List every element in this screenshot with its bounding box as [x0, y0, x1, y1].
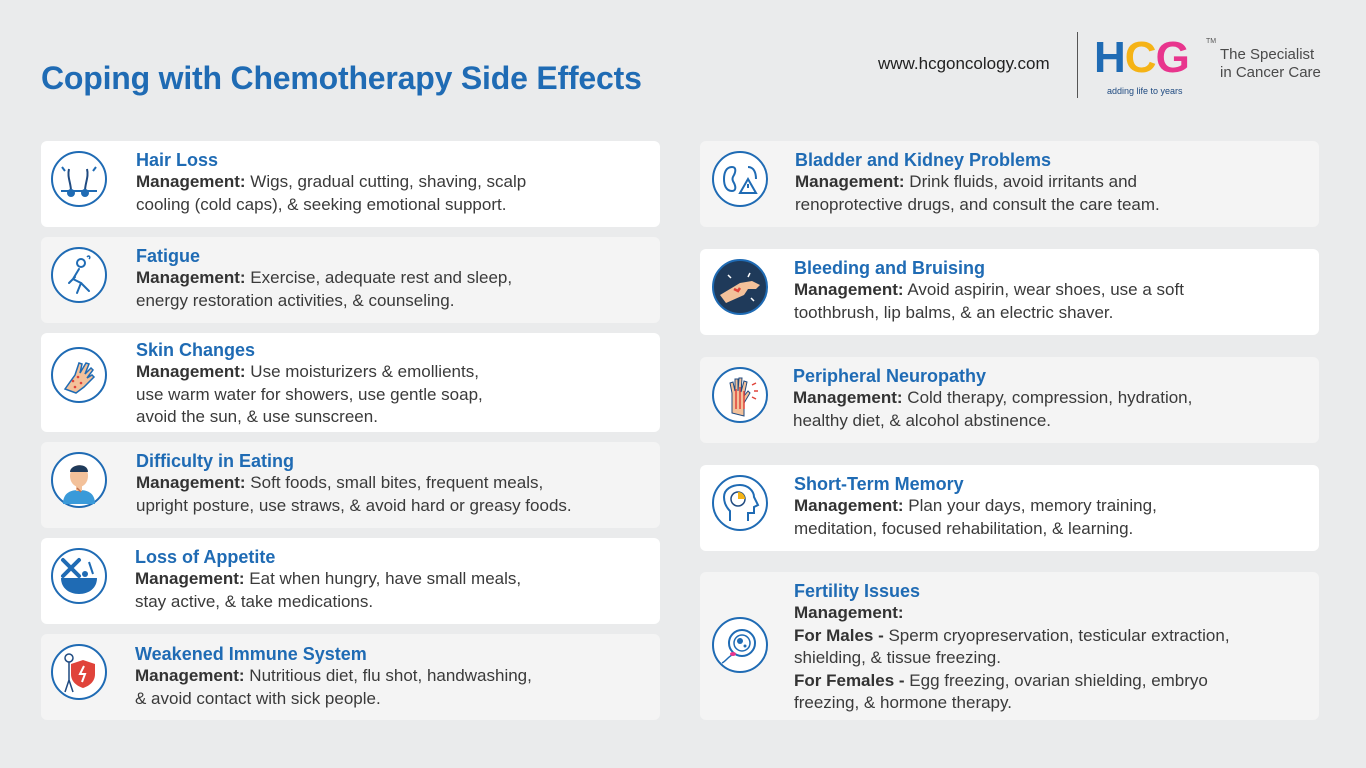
kidney-warning-icon	[712, 151, 768, 207]
logo-letter-c: C	[1124, 33, 1156, 82]
card-title: Bleeding and Bruising	[794, 258, 986, 278]
body-text: Egg freezing, ovarian shielding, embryo	[904, 670, 1208, 690]
website-url[interactable]: www.hcgoncology.com	[878, 54, 1050, 73]
body-text: Drink fluids, avoid irritants and	[904, 172, 1138, 191]
management-label: Management:	[136, 362, 246, 381]
fertility-cell-icon	[712, 617, 768, 673]
specialist-text	[1220, 46, 1321, 82]
body-text: Eat when hungry, have small meals,	[244, 569, 522, 588]
card-hair-loss	[41, 141, 660, 227]
tired-person-icon	[51, 247, 107, 303]
body-text: Use moisturizers & emollients,	[245, 362, 479, 381]
body-text: Avoid aspirin, wear shoes, use a soft	[903, 280, 1184, 299]
card-title: Fatigue	[136, 246, 201, 266]
management-label: Management:	[135, 666, 245, 685]
card-body-line	[794, 495, 1157, 518]
card-body-line	[136, 267, 512, 290]
logo-letter-h: H	[1094, 33, 1125, 82]
body-text: Wigs, gradual cutting, shaving, scalp	[245, 172, 527, 191]
card-weakened-immune	[41, 634, 660, 720]
card-body-line: upright posture, use straws, & avoid hard or greasy foods.	[136, 495, 572, 515]
card-body-line: & avoid contact with sick people.	[135, 688, 381, 708]
logo-tagline: adding life to years	[1107, 86, 1183, 96]
card-fatigue	[41, 237, 660, 323]
body-text: Soft foods, small bites, frequent meals,	[245, 473, 544, 492]
management-label: Management:	[136, 172, 246, 191]
rash-hand-icon	[51, 347, 107, 403]
card-body-line	[793, 387, 1192, 410]
body-text: Sperm cryopreservation, testicular extraction,	[883, 625, 1230, 645]
card-body-line: stay active, & take medications.	[135, 591, 374, 611]
management-label: Management:	[794, 603, 904, 622]
card-short-term-memory	[700, 465, 1319, 551]
card-body-line: toothbrush, lip balms, & an electric shaver.	[794, 302, 1114, 322]
card-title: Loss of Appetite	[135, 547, 276, 567]
card-body-line: shielding, & tissue freezing.	[794, 648, 1001, 667]
card-body-line	[136, 361, 483, 384]
swallowing-person-icon	[51, 452, 107, 508]
card-body-line	[135, 568, 521, 591]
body-text: Cold therapy, compression, hydration,	[902, 388, 1193, 407]
card-fertility-issues	[700, 572, 1319, 720]
management-label: Management:	[794, 280, 904, 299]
bruised-arm-icon	[712, 259, 768, 315]
card-body-line	[136, 171, 526, 194]
card-body-line: renoprotective drugs, and consult the care team.	[795, 194, 1160, 214]
card-title: Peripheral Neuropathy	[793, 366, 987, 386]
card-body-line: use warm water for showers, use gentle soap,	[136, 384, 483, 404]
card-body-line: meditation, focused rehabilitation, & learning.	[794, 518, 1134, 538]
body-text: Nutritious diet, flu shot, handwashing,	[244, 666, 532, 685]
card-title: Bladder and Kidney Problems	[795, 150, 1052, 170]
body-text: Exercise, adequate rest and sleep,	[245, 268, 513, 287]
card-body-line: energy restoration activities, & counseling.	[136, 290, 455, 310]
card-body-line	[136, 472, 572, 495]
card-title: Hair Loss	[136, 150, 219, 170]
logo-letter-g: G	[1155, 33, 1189, 82]
card-body-line: healthy diet, & alcohol abstinence.	[793, 410, 1052, 430]
females-label: For Females -	[794, 670, 905, 690]
body-text: Plan your days, memory training,	[903, 496, 1157, 515]
management-label: Management:	[795, 172, 905, 191]
management-label: Management:	[135, 569, 245, 588]
hcg-logo	[1094, 33, 1217, 98]
management-label: Management:	[136, 473, 246, 492]
card-body-line: cooling (cold caps), & seeking emotional support.	[136, 194, 507, 214]
card-title: Weakened Immune System	[135, 644, 367, 664]
card-title: Fertility Issues	[794, 581, 921, 601]
no-food-bowl-icon	[51, 548, 107, 604]
page-title: Coping with Chemotherapy Side Effects	[41, 60, 642, 96]
card-difficulty-eating	[41, 442, 660, 528]
card-body-line	[794, 279, 1184, 302]
card-title: Difficulty in Eating	[136, 451, 295, 471]
card-title: Short-Term Memory	[794, 474, 964, 494]
card-body-line	[135, 665, 532, 688]
management-label: Management:	[136, 268, 246, 287]
card-skin-changes	[41, 333, 660, 432]
nerve-hand-icon	[712, 367, 768, 423]
card-peripheral-neuropathy	[700, 357, 1319, 443]
males-label: For Males -	[794, 625, 884, 645]
card-bladder-kidney	[700, 141, 1319, 227]
brand-divider	[1077, 32, 1078, 98]
card-body-line: freezing, & hormone therapy.	[794, 693, 1012, 712]
trademark-mark: TM	[1206, 38, 1217, 45]
management-label: Management:	[793, 388, 903, 407]
logo-wordmark	[1094, 34, 1189, 82]
immune-shield-icon	[51, 644, 107, 700]
hair-follicle-icon	[51, 151, 107, 207]
management-label: Management:	[794, 496, 904, 515]
brand-header	[878, 30, 1338, 100]
specialist-line-1: The Specialist	[1220, 46, 1315, 63]
card-body-line: avoid the sun, & use sunscreen.	[136, 407, 378, 426]
brain-head-icon	[712, 475, 768, 531]
card-body-line	[795, 171, 1160, 194]
card-loss-of-appetite	[41, 538, 660, 624]
card-bleeding-bruising	[700, 249, 1319, 335]
card-body-line	[794, 625, 1230, 648]
specialist-line-2: in Cancer Care	[1220, 64, 1321, 81]
card-body-line	[794, 670, 1230, 693]
card-title: Skin Changes	[136, 340, 256, 360]
